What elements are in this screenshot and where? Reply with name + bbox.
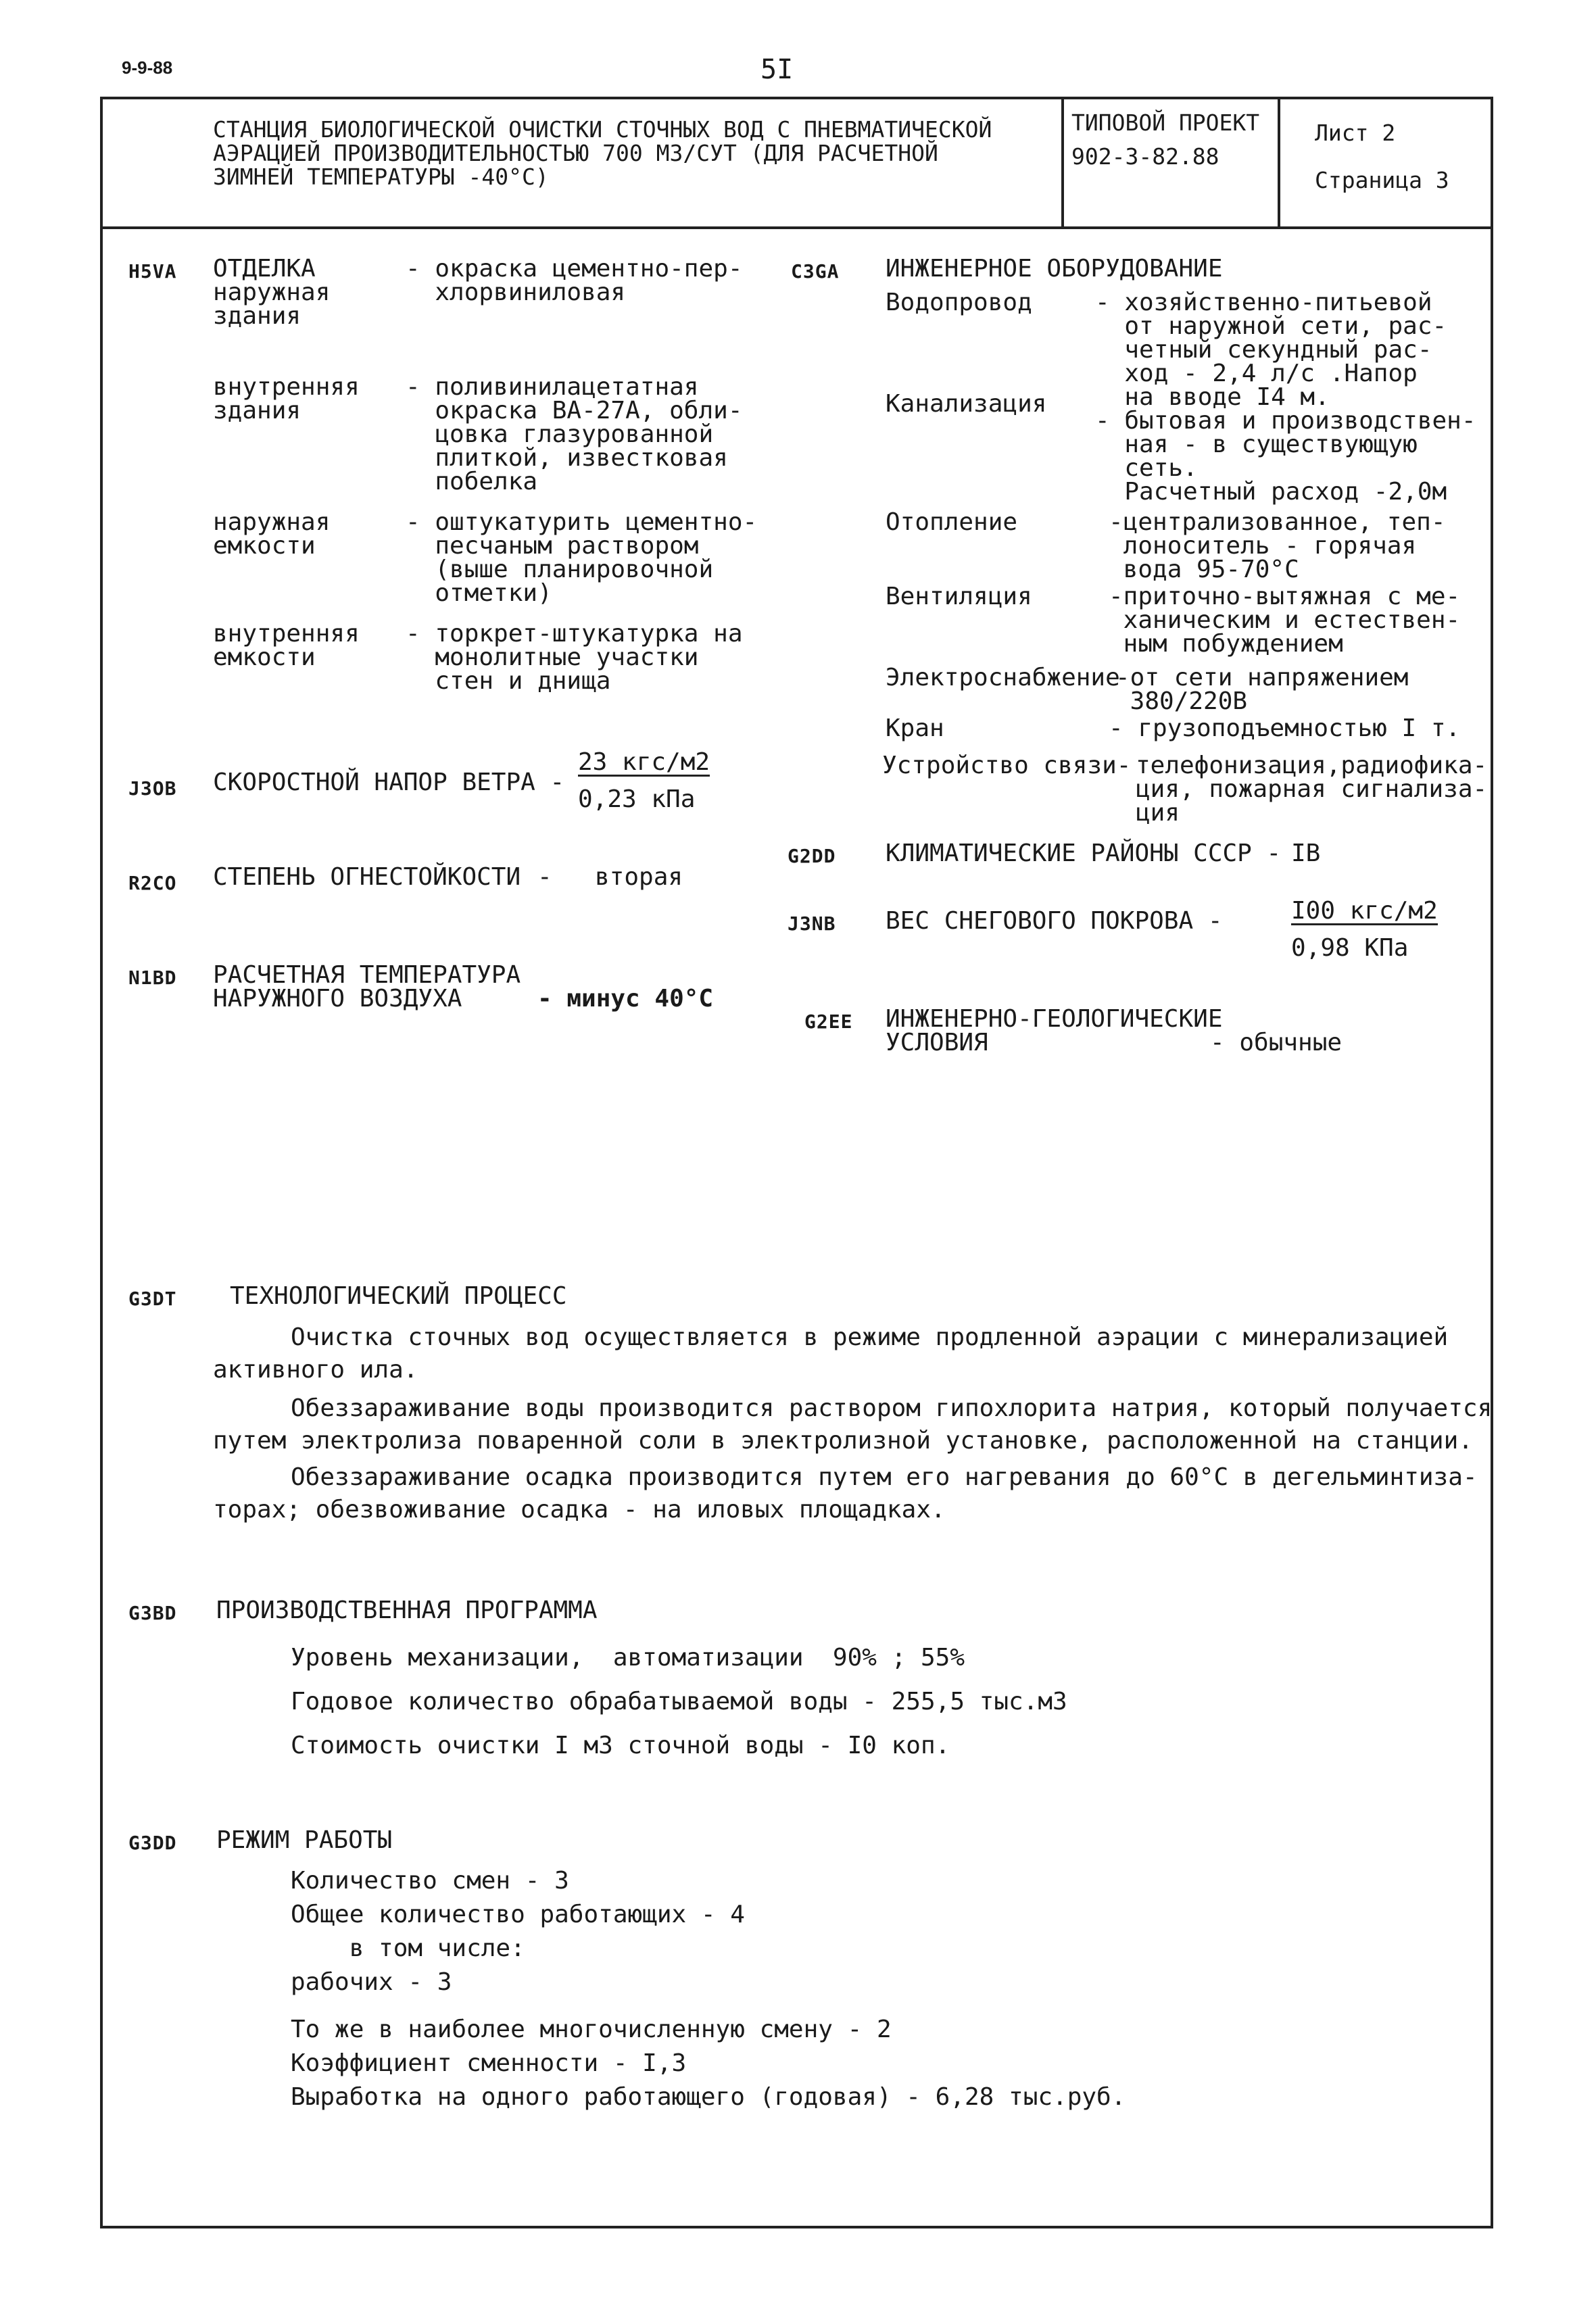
heating-label: Отопление xyxy=(886,508,1018,536)
heating-value-3: вода 95-70°С xyxy=(1109,556,1299,583)
process-line-4: путем электролиза поваренной соли в электролизной установке, расположенной на станции. xyxy=(213,1427,1473,1455)
mode-line-7: Выработка на одного работающего (годовая) - 6,28 тыс.руб. xyxy=(291,2083,1126,2111)
mode-code: G3DD xyxy=(128,1832,177,1854)
power-label: Электроснабжение xyxy=(886,664,1120,691)
water-value-5: на вводе I4 м. xyxy=(1095,383,1330,411)
wind-code: J3OB xyxy=(128,777,177,800)
crane-label: Кран xyxy=(886,714,944,742)
wind-value-top: 23 кгс/м2 xyxy=(578,748,710,776)
sewer-label: Канализация xyxy=(886,390,1047,418)
finish-int-building-label-2: здания xyxy=(213,397,301,424)
comm-value-1: телефонизация,радиофика- xyxy=(1136,752,1488,779)
header-title-line-3: ЗИМНЕЙ ТЕМПЕРАТУРЫ -40°С) xyxy=(213,164,549,190)
process-code: G3DT xyxy=(128,1288,177,1310)
project-number: 902-3-82.88 xyxy=(1071,143,1219,170)
climate-label: КЛИМАТИЧЕСКИЕ РАЙОНЫ СССР - xyxy=(886,839,1282,867)
snow-value-bottom: 0,98 КПа xyxy=(1291,934,1409,962)
page-label: Страница 3 xyxy=(1315,167,1449,193)
mode-line-4: рабочих - 3 xyxy=(291,1968,452,1996)
mode-line-6: Коэффициент сменности - I,3 xyxy=(291,2049,687,2077)
sewer-value-4: Расчетный расход -2,0м xyxy=(1095,478,1447,506)
finish-int-building-label-1: внутренняя xyxy=(213,373,360,401)
heating-value-2: лоноситель - горячая xyxy=(1109,532,1417,560)
wind-label: СКОРОСТНОЙ НАПОР ВЕТРА - xyxy=(213,769,565,796)
comm-value-3: ция xyxy=(1136,799,1180,827)
water-value-2: от наружной сети, рас- xyxy=(1095,312,1447,340)
program-heading: ПРОИЗВОДСТВЕННАЯ ПРОГРАММА xyxy=(216,1597,598,1624)
finish-ext-tank-value-1: - оштукатурить цементно- xyxy=(406,508,758,536)
finish-ext-building-label-2: здания xyxy=(213,302,301,330)
sewer-value-2: ная - в существующую xyxy=(1095,431,1418,458)
water-label: Водопровод xyxy=(886,289,1032,316)
vent-value-1: -приточно-вытяжная с ме- xyxy=(1109,583,1461,610)
water-value-4: ход - 2,4 л/с .Напор xyxy=(1095,360,1418,387)
sewer-value-3: сеть. xyxy=(1095,454,1198,482)
sewer-value-1: - бытовая и производствен- xyxy=(1095,407,1476,435)
process-line-3: Обеззараживание воды производится раствором гипохлорита натрия, который получается xyxy=(291,1394,1493,1422)
finish-ext-tank-value-4: отметки) xyxy=(406,579,552,607)
finish-code: H5VA xyxy=(128,260,177,283)
finish-ext-tank-value-2: песчаным раствором xyxy=(406,532,699,560)
process-heading: ТЕХНОЛОГИЧЕСКИЙ ПРОЦЕСС xyxy=(230,1282,567,1310)
snow-code: J3NB xyxy=(788,912,836,935)
wind-value-bottom: 0,23 кПа xyxy=(578,785,696,813)
crane-value: - грузоподъемностью I т. xyxy=(1109,714,1461,742)
finish-heading: ОТДЕЛКА xyxy=(213,255,316,283)
finish-int-building-value-5: побелка xyxy=(406,468,538,495)
geo-label-1: ИНЖЕНЕРНО-ГЕОЛОГИЧЕСКИЕ xyxy=(886,1005,1223,1033)
header-divider-2 xyxy=(1278,97,1280,228)
fire-label: СТЕПЕНЬ ОГНЕСТОЙКОСТИ xyxy=(213,863,521,891)
mode-heading: РЕЖИМ РАБОТЫ xyxy=(216,1826,393,1854)
process-line-5: Обеззараживание осадка производится путем его нагревания до 60°С в дегельминтиза- xyxy=(291,1463,1478,1491)
process-line-6: торах; обезвоживание осадка - на иловых площадках. xyxy=(213,1496,946,1524)
program-line-3: Стоимость очистки I м3 сточной воды - I0 коп. xyxy=(291,1732,950,1759)
fire-dash: - xyxy=(537,863,552,891)
finish-int-tank-label-2: емкости xyxy=(213,643,316,671)
geo-value: - обычные xyxy=(1210,1029,1343,1056)
fire-code: R2CO xyxy=(128,872,177,894)
sheet-number: Лист 2 xyxy=(1315,120,1396,146)
engineering-code: C3GA xyxy=(791,260,840,283)
water-value-1: - хозяйственно-питьевой xyxy=(1095,289,1432,316)
mode-line-3: в том числе: xyxy=(291,1934,525,1962)
finish-int-building-value-1: - поливинилацетатная xyxy=(406,373,699,401)
program-line-1: Уровень механизации, автоматизации 90% ; 55% xyxy=(291,1644,965,1672)
vent-value-2: ханическим и естествен- xyxy=(1109,606,1461,634)
header-bottom-rule xyxy=(100,226,1493,229)
water-value-3: четный секундный рас- xyxy=(1095,336,1432,364)
power-value-1: -от сети напряжением xyxy=(1115,664,1409,691)
snow-value-top: I00 кгс/м2 xyxy=(1291,897,1438,925)
heating-value-1: -централизованное, теп- xyxy=(1109,508,1446,536)
finish-int-tank-value-3: стен и днища xyxy=(406,667,611,695)
climate-code: G2DD xyxy=(788,845,836,867)
finish-ext-tank-label-1: наружная xyxy=(213,508,331,536)
finish-int-building-value-2: окраска ВА-27А, обли- xyxy=(406,397,743,424)
finish-int-building-value-3: цовка глазурованной xyxy=(406,420,714,448)
temp-value: - минус 40°С xyxy=(537,985,714,1013)
vent-label: Вентиляция xyxy=(886,583,1032,610)
temp-label-1: РАСЧЕТНАЯ ТЕМПЕРАТУРА xyxy=(213,961,521,989)
finish-int-tank-value-1: - торкрет-штукатурка на xyxy=(406,620,743,648)
fire-value: вторая xyxy=(595,863,683,891)
header-title-line-2: АЭРАЦИЕЙ ПРОИЗВОДИТЕЛЬНОСТЬЮ 700 М3/СУТ (ДЛЯ РАСЧЕТНОЙ xyxy=(213,140,938,166)
temp-code: N1BD xyxy=(128,967,177,989)
process-line-1: Очистка сточных вод осуществляется в режиме продленной аэрации с минерализацией xyxy=(291,1323,1449,1351)
engineering-heading: ИНЖЕНЕРНОЕ ОБОРУДОВАНИЕ xyxy=(886,255,1223,283)
finish-int-tank-label-1: внутренняя xyxy=(213,620,360,648)
program-line-2: Годовое количество обрабатываемой воды - 255,5 тыс.м3 xyxy=(291,1688,1067,1715)
process-line-2: активного ила. xyxy=(213,1356,418,1384)
header-title-line-1: СТАНЦИЯ БИОЛОГИЧЕСКОЙ ОЧИСТКИ СТОЧНЫХ ВОД С ПНЕВМАТИЧЕСКОЙ xyxy=(213,116,992,143)
date-stamp: 9-9-88 xyxy=(122,57,173,78)
mode-line-5: То же в наиболее многочисленную смену - 2 xyxy=(291,2016,892,2043)
snow-label: ВЕС СНЕГОВОГО ПОКРОВА - xyxy=(886,907,1223,935)
header-divider-1 xyxy=(1061,97,1064,228)
finish-int-tank-value-2: монолитные участки xyxy=(406,643,699,671)
page-number: 5I xyxy=(760,54,794,85)
finish-ext-building-label-1: наружная xyxy=(213,278,331,306)
finish-ext-tank-label-2: емкости xyxy=(213,532,316,560)
finish-ext-building-value-2: хлорвиниловая xyxy=(406,278,626,306)
temp-label-2: НАРУЖНОГО ВОЗДУХА xyxy=(213,985,462,1013)
finish-ext-building-value-1: - окраска цементно-пер- xyxy=(406,255,743,283)
program-code: G3BD xyxy=(128,1602,177,1624)
project-label: ТИПОВОЙ ПРОЕКТ xyxy=(1071,109,1260,136)
vent-value-3: ным побуждением xyxy=(1109,630,1343,658)
power-value-2: 380/220В xyxy=(1115,687,1248,715)
geo-code: G2EE xyxy=(804,1010,853,1033)
finish-int-building-value-4: плиткой, известковая xyxy=(406,444,728,472)
climate-value: IB xyxy=(1291,839,1321,867)
comm-label: Устройство связи- xyxy=(882,752,1132,779)
mode-line-2: Общее количество работающих - 4 xyxy=(291,1901,745,1928)
finish-ext-tank-value-3: (выше планировочной xyxy=(406,556,714,583)
comm-value-2: ция, пожарная сигнализа- xyxy=(1136,775,1488,803)
mode-line-1: Количество смен - 3 xyxy=(291,1867,569,1895)
geo-label-2: УСЛОВИЯ xyxy=(886,1029,988,1056)
